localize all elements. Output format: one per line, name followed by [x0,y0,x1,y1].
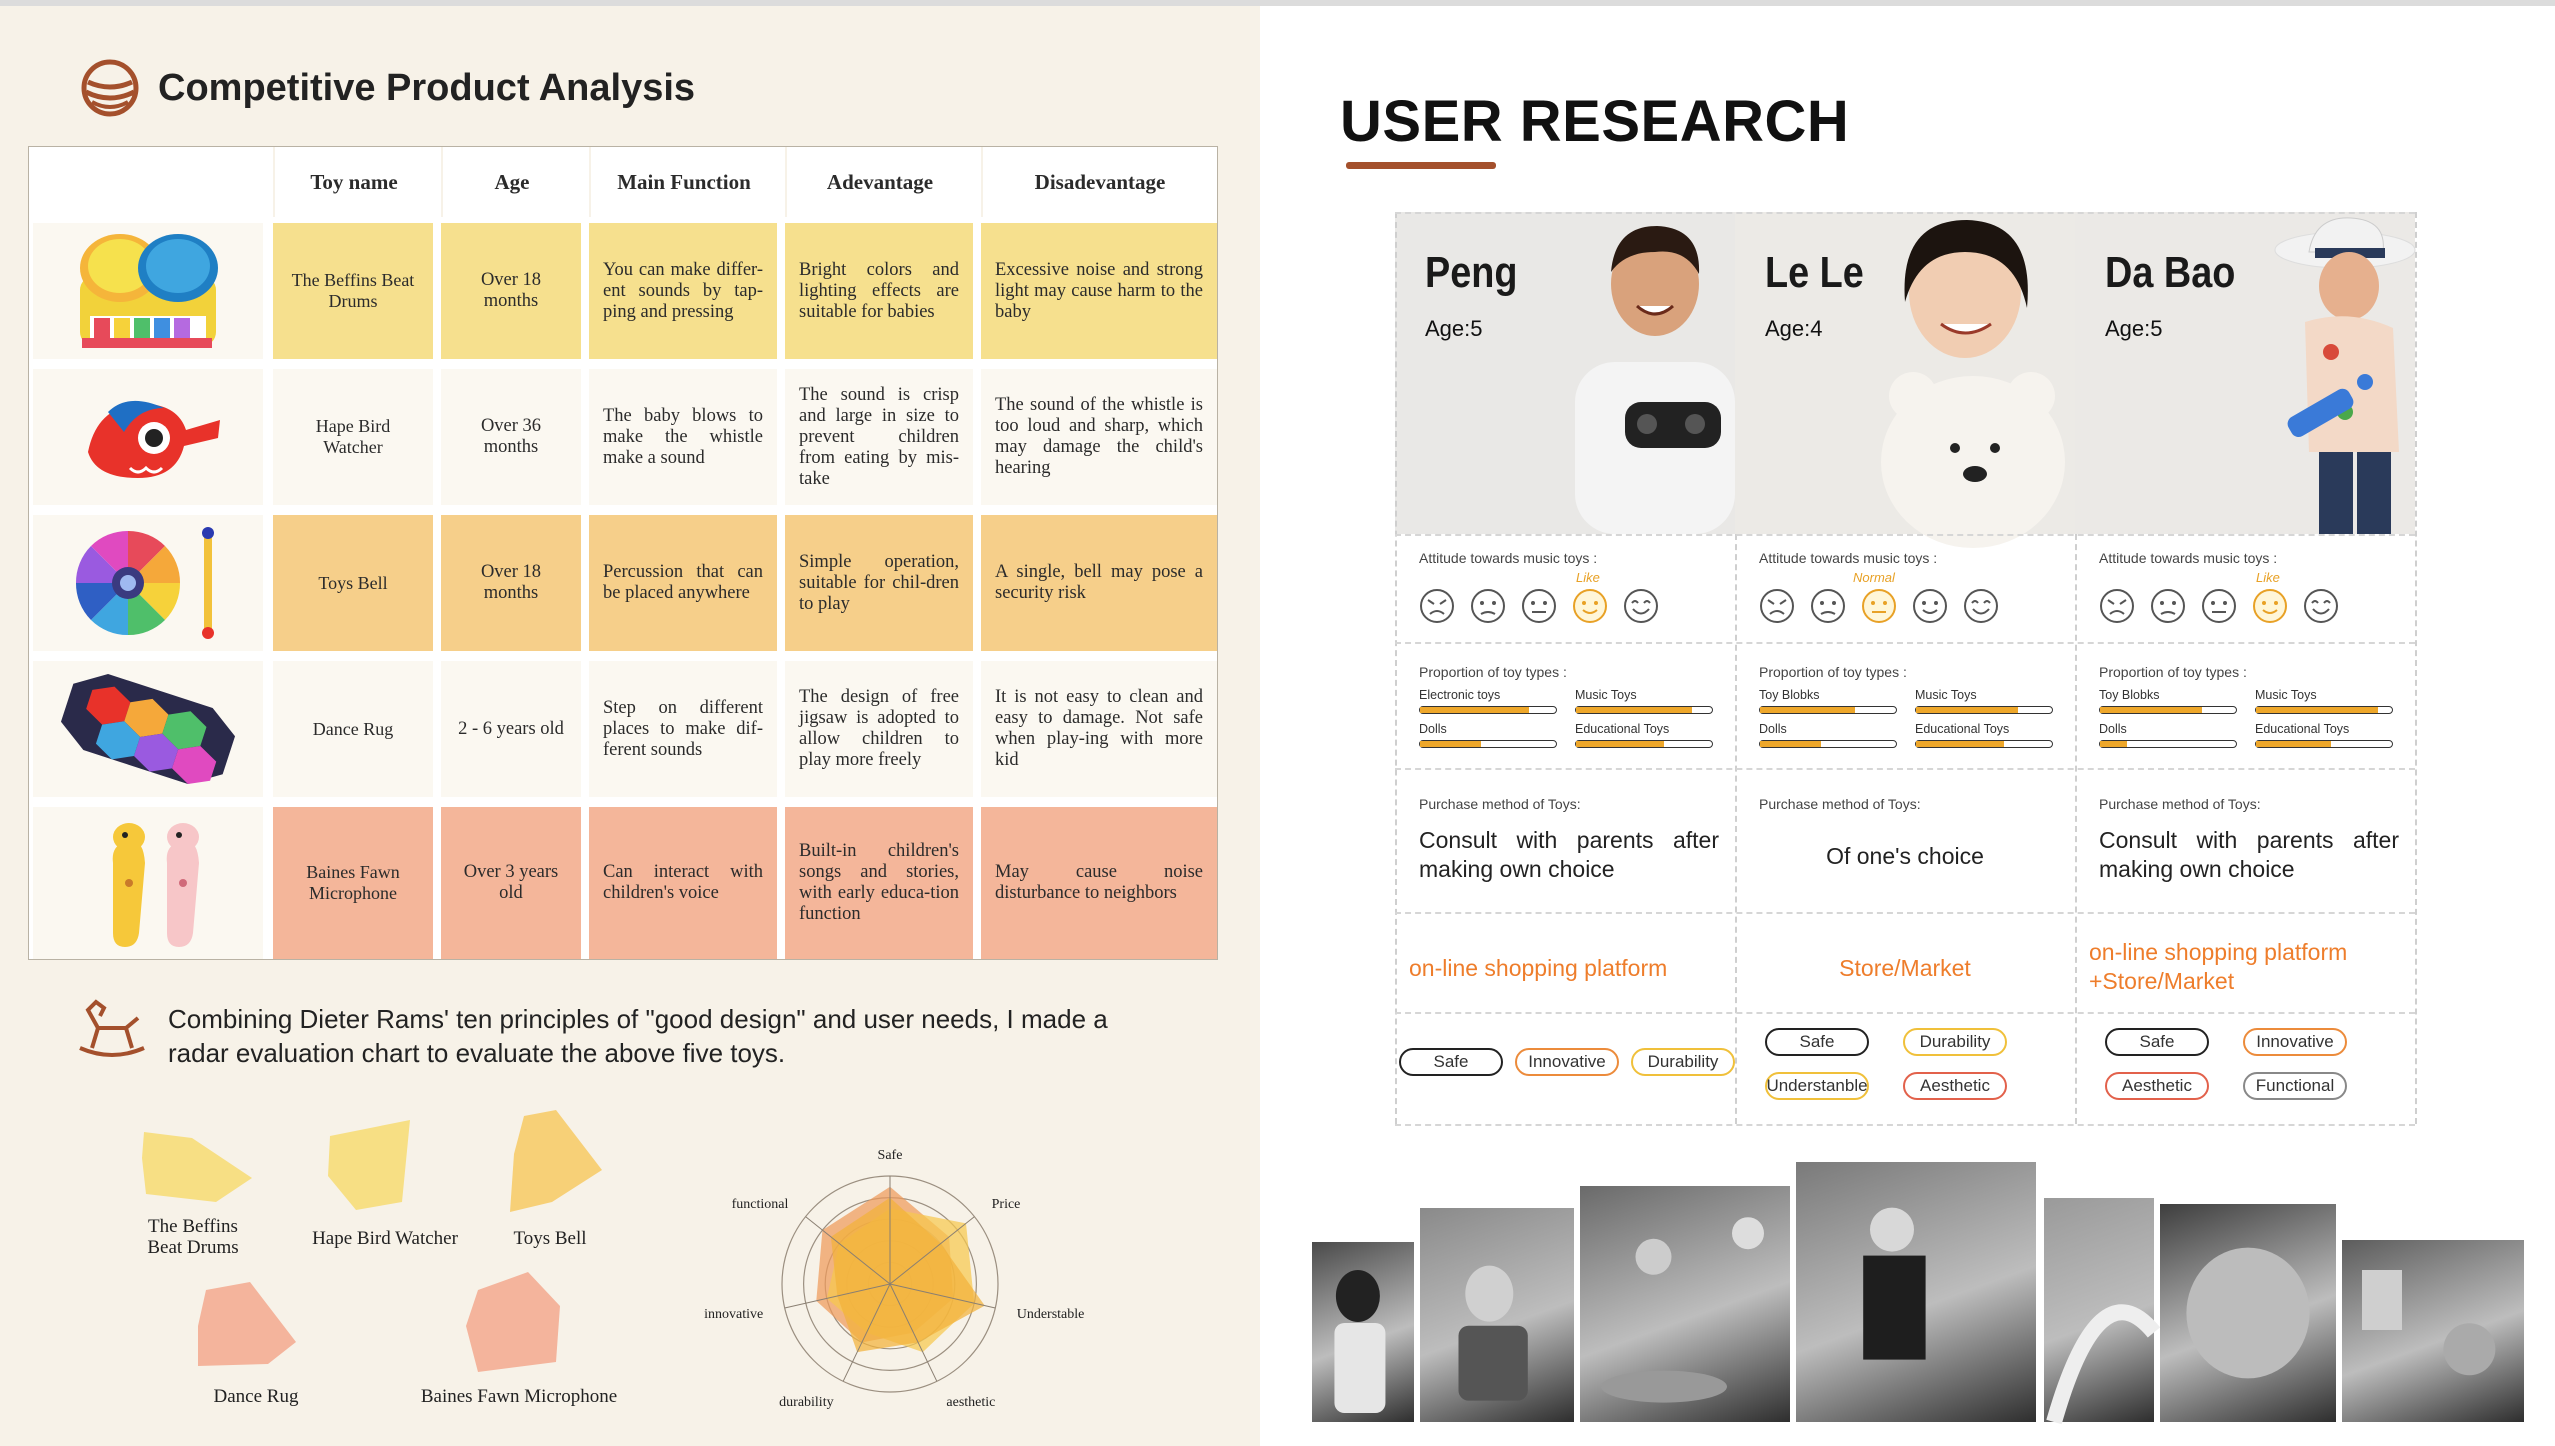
bar-label: Toy Blobks [1759,688,1820,702]
toy-type-bar-fill [1420,707,1529,713]
user-photo-2 [2075,212,2415,534]
attribute-tag: Durability [1903,1028,2007,1056]
attitude-word: Like [1576,570,1600,585]
header-cell: Age [441,147,581,217]
toy-type-bar-fill [1420,741,1481,747]
cell-age: Over 18 months [441,515,581,651]
shape-label-microphone: Baines Fawn Microphone [420,1386,618,1407]
hape-shape [328,1120,410,1210]
toy-type-bar [1419,706,1557,714]
attitude-word: Normal [1853,570,1895,585]
purchase-method: Consult with parents after making own choice [2099,827,2399,882]
attribute-tag: Aesthetic [2105,1072,2209,1100]
cell-advantage: The sound is crisp and large in size to prevent children from eating by mis-take [785,369,973,505]
shopping-channel: Store/Market [1839,955,1971,981]
user-age: Age:5 [2105,316,2163,341]
grin-face-icon [1963,588,1999,624]
bar-label: Dolls [1759,722,1787,736]
grin-face-icon [1623,588,1659,624]
table-row [29,369,1217,505]
rug-shape [198,1282,296,1366]
table-row [29,807,1217,959]
toy-type-bar [2255,706,2393,714]
user-name: Peng [1425,248,1518,297]
cell-disadvantage: A single, bell may pose a security risk [981,515,1217,651]
comparison-table [28,146,1218,960]
angry-face-icon [1759,588,1795,624]
microphone-toy-icon [33,807,263,959]
attitude-word: Like [2256,570,2280,585]
cell-name: Hape Bird Watcher [273,369,433,505]
cell-age: Over 18 months [441,223,581,359]
shopping-channel: on-line shopping platform [1409,955,1668,981]
bird-whistle-icon [33,369,263,505]
cell-disadvantage: Excessive noise and strong light may cause harm to the baby [981,223,1217,359]
table-header-row [29,147,1217,217]
cell-age: Over 3 years old [441,807,581,959]
bell-shape [510,1110,602,1212]
user-age: Age:5 [1425,316,1483,341]
bell-toy-icon [33,515,263,651]
cell-name: The Beffins Beat Drums [273,223,433,359]
drum-toy-icon [33,223,263,359]
dance-rug-icon [33,661,263,797]
table-row [29,223,1217,359]
shape-label-rug: Dance Rug [213,1386,299,1407]
photo-strip [1260,1152,2555,1422]
cell-age: Over 36 months [441,369,581,505]
children-playing-drums-photo [1580,1186,1790,1422]
toy-type-bar [1915,706,2053,714]
toy-type-bar [1419,740,1557,748]
attribute-tag: Functional [2243,1072,2347,1100]
row-divider [1395,912,2415,914]
attitude-label: Attitude towards music toys : [2099,550,2278,566]
purchase-label: Purchase method of Toys: [1419,796,1581,812]
neutral-face-icon [1521,588,1557,624]
bar-label: Music Toys [1575,688,1637,702]
shopping-channel: on-line shopping platform +Store/Market [2089,939,2348,994]
attitude-label: Attitude towards music toys : [1419,550,1598,566]
beffins-shape [142,1132,252,1202]
smile-face-icon [1572,588,1608,624]
user-photo-1 [1735,212,2075,534]
angry-face-icon [2099,588,2135,624]
globe-logo-icon [80,58,140,118]
microphone-shape [466,1272,560,1372]
header-cell: Disadevantage [981,147,1217,217]
bar-label: Toy Blobks [2099,688,2160,702]
toy-type-bar [1575,740,1713,748]
row-divider [1395,768,2415,770]
toy-type-bar-fill [1576,741,1664,747]
sad-face-icon [2150,588,2186,624]
cell-disadvantage: The sound of the whistle is too loud and sharp, which may damage the child's hearing [981,369,1217,505]
toy-shapes [0,1106,640,1426]
purchase-method: Consult with parents after making own choice [1419,827,1719,882]
bar-label: Dolls [1419,722,1447,736]
section-header [80,58,695,118]
toy-type-bar [1575,706,1713,714]
toy-dinosaurs-pile-photo [2160,1204,2336,1422]
attribute-tag: Understanble [1765,1072,1869,1100]
user-photo-0 [1395,212,1735,534]
cell-advantage: Bright colors and lighting effects are suitable for babies [785,223,973,359]
user-cards [1395,212,2415,1126]
competitive-analysis-panel [0,6,1260,1446]
toy-type-bar-fill [2256,741,2331,747]
purchase-method: Of one's choice [1826,843,1984,869]
toy-type-bar [1759,740,1897,748]
toy-type-bar-fill [1760,741,1821,747]
radar-axis-label: Understable [1016,1306,1085,1322]
cell-advantage: Simple operation, suitable for chil-dren to play [785,515,973,651]
toys-flatlay-photo [2342,1240,2524,1422]
row-divider [1395,212,2415,214]
purchase-label: Purchase method of Toys: [1759,796,1921,812]
purchase-label: Purchase method of Toys: [2099,796,2261,812]
cell-function: Can interact with children's voice [589,807,777,959]
user-name: Da Bao [2105,248,2236,297]
rocking-horse-icon [74,996,150,1062]
attribute-tag: Safe [2105,1028,2209,1056]
radar-axis-label: aesthetic [946,1395,996,1411]
toy-type-bar-fill [1760,707,1855,713]
radar-chart [680,1106,1085,1426]
radar-intro-text: Combining Dieter Rams' ten principles of "good design" and user needs, I made a radar evaluation chart to evaluate the above five toys. [168,1004,1108,1068]
child-with-accordion-photo [1312,1242,1414,1422]
attribute-tag: Innovative [1515,1048,1619,1076]
neutral-face-icon [2201,588,2237,624]
toddler-on-toy-photo [1420,1208,1574,1422]
page-title: Competitive Product Analysis [158,66,696,109]
toy-type-bar [2255,740,2393,748]
proportion-label: Proportion of toy types : [1419,664,1567,680]
cell-disadvantage: It is not easy to clean and easy to damage. Not safe when play-ing with more kid [981,661,1217,797]
radar-axis-label: Price [991,1196,1021,1212]
column-divider [1735,534,1737,1124]
toy-type-bar [2099,740,2237,748]
grin-face-icon [2303,588,2339,624]
toy-type-bar-fill [1916,707,2018,713]
panel-edge [2415,212,2417,1124]
cell-advantage: The design of free jigsaw is adopted to allow children to play more freely [785,661,973,797]
header-cell: Main Function [589,147,777,217]
panel-edge [1395,212,1397,1124]
attribute-tag: Safe [1765,1028,1869,1056]
attribute-tag: Aesthetic [1903,1072,2007,1100]
shape-label-hape: Hape Bird Watcher [312,1228,458,1249]
column-divider [2075,534,2077,1124]
radar-axis-label: innovative [704,1306,764,1322]
shape-label-bell: Toys Bell [513,1228,587,1249]
smile-face-icon [1912,588,1948,624]
cell-function: Percussion that can be placed anywhere [589,515,777,651]
table-row [29,515,1217,651]
bar-label: Music Toys [2255,688,2317,702]
toy-type-bar [2099,706,2237,714]
row-divider [1395,1124,2415,1126]
toy-type-bar-fill [1576,707,1692,713]
attribute-tag: Innovative [2243,1028,2347,1056]
bar-label: Music Toys [1915,688,1977,702]
cell-function: You can make differ-ent sounds by tap-ping and pressing [589,223,777,359]
row-divider [1395,642,2415,644]
row-divider [1395,534,2415,536]
cell-age: 2 - 6 years old [441,661,581,797]
girl-singing-microphone-photo [1796,1162,2036,1422]
user-research-title: USER RESEARCH [1340,89,1850,154]
header-cell: Toy name [273,147,433,217]
smile-face-icon [2252,588,2288,624]
sad-face-icon [1470,588,1506,624]
proportion-label: Proportion of toy types : [1759,664,1907,680]
header-cell: Adevantage [785,147,973,217]
bar-label: Educational Toys [1575,722,1670,736]
cell-name: Dance Rug [273,661,433,797]
radar-axis-label: functional [731,1196,789,1212]
bar-label: Educational Toys [2255,722,2350,736]
sad-face-icon [1810,588,1846,624]
user-name: Le Le [1765,248,1864,297]
toy-type-bar-fill [2100,707,2202,713]
radar-axis-label: Safe [877,1148,903,1163]
user-research-panel [1260,6,2555,1446]
cell-function: Step on different places to make dif-ferent sounds [589,661,777,797]
attribute-tag: Safe [1399,1048,1503,1076]
table-row [29,661,1217,797]
toy-type-bar-fill [1916,741,2004,747]
cell-advantage: Built-in children's songs and stories, with early educa-tion function [785,807,973,959]
bar-label: Electronic toys [1419,688,1501,702]
toy-type-bar-fill [2256,707,2378,713]
child-with-toy-dinosaur-photo [2044,1198,2154,1422]
neutral-face-icon [1861,588,1897,624]
shape-label-beffins: The Beffins Beat Drums [147,1216,239,1258]
angry-face-icon [1419,588,1455,624]
bar-label: Educational Toys [1915,722,2010,736]
toy-type-bar [1759,706,1897,714]
user-age: Age:4 [1765,316,1823,341]
attitude-label: Attitude towards music toys : [1759,550,1938,566]
attribute-tag: Durability [1631,1048,1735,1076]
radar-axis-label: durability [779,1395,834,1411]
cell-name: Toys Bell [273,515,433,651]
cell-disadvantage: May cause noise disturbance to neighbors [981,807,1217,959]
title-underline [1346,162,1496,169]
cell-name: Baines Fawn Microphone [273,807,433,959]
proportion-label: Proportion of toy types : [2099,664,2247,680]
toy-type-bar-fill [2100,741,2127,747]
cell-function: The baby blows to make the whistle make a sound [589,369,777,505]
toy-type-bar [1915,740,2053,748]
row-divider [1395,1012,2415,1014]
bar-label: Dolls [2099,722,2127,736]
